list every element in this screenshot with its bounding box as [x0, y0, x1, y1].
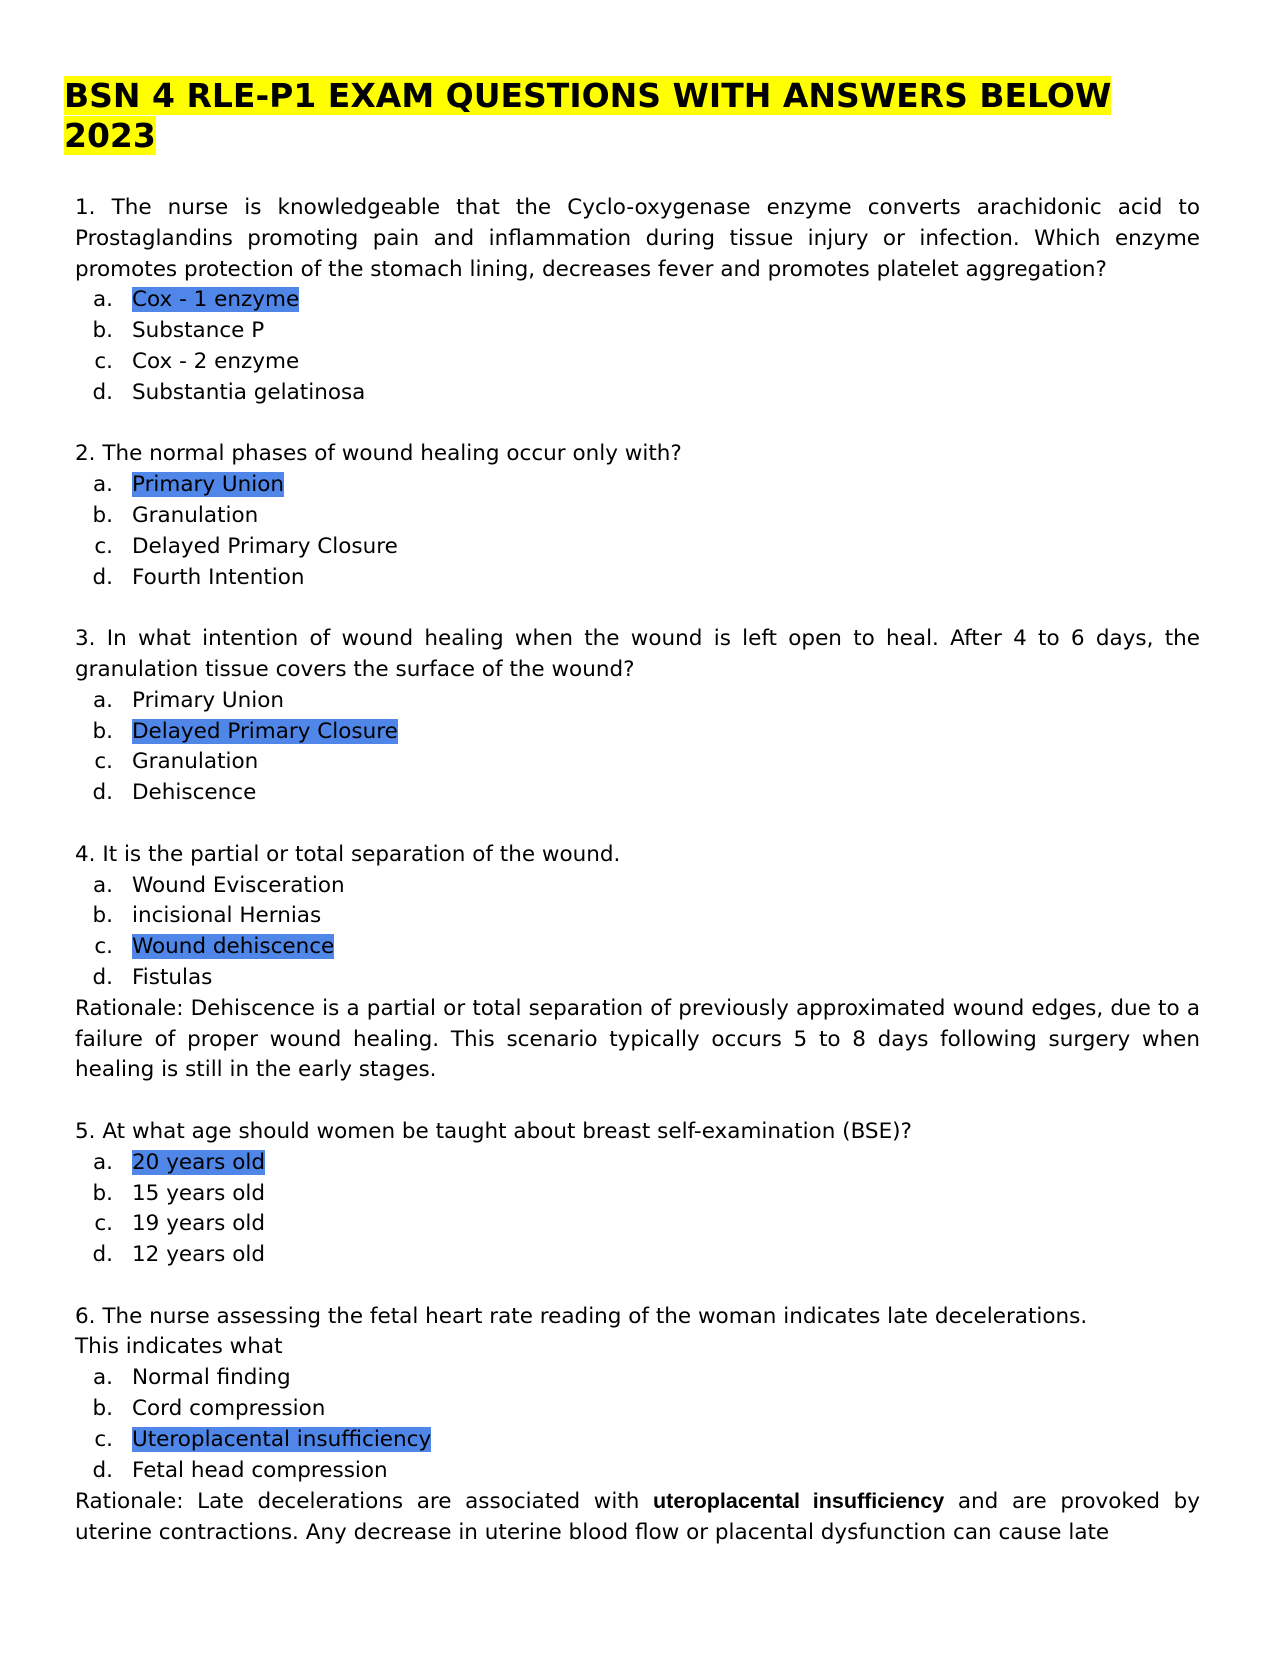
- correct-answer: Uteroplacental insufficiency: [132, 1426, 432, 1452]
- answer-options: [75, 470, 1200, 593]
- rationale: Rationale: Late decelerations are associated with uteroplacental insufficiency and are provoked by uterine contractions. Any decrease in uterine blood flow or placental dysfunction can cause late: [75, 1489, 1200, 1546]
- option-d: d. 12 years old: [92, 1242, 265, 1268]
- option-b: b. Granulation: [92, 502, 259, 528]
- question-2: [75, 439, 1200, 593]
- rationale: Rationale: Dehiscence is a partial or total separation of previously approximated wound edges, due to a failure of proper wound healing. This scenario typically occurs 5 to 8 days following surgery when healing is still in the early stages.: [75, 995, 1200, 1083]
- question-4: [75, 840, 1200, 1086]
- correct-answer: Cox - 1 enzyme: [132, 287, 300, 313]
- answer-options: [75, 1148, 1200, 1271]
- question-stem: 2. The normal phases of wound healing occur only with?: [75, 441, 682, 467]
- option-a: a. Primary Union: [92, 687, 285, 713]
- option-a: a. Primary Union: [92, 472, 285, 498]
- option-c: c. Delayed Primary Closure: [94, 533, 398, 559]
- question-stem-line-1: 6. The nurse assessing the fetal heart rate reading of the woman indicates late decelerations.: [75, 1303, 1088, 1329]
- rationale-emphasis: uteroplacental insufficiency: [653, 1489, 945, 1514]
- option-b: b. Cord compression: [92, 1396, 326, 1422]
- correct-answer: Primary Union: [132, 472, 285, 498]
- option-b: b. incisional Hernias: [92, 903, 322, 929]
- option-a: a. Wound Evisceration: [92, 872, 345, 898]
- option-c: c. Granulation: [94, 749, 259, 775]
- question-stem: 3. In what intention of wound healing when the wound is left open to heal. After 4 to 6 days, the granulation tissue covers the surface of the wound?: [75, 626, 1200, 682]
- question-list: [75, 193, 1200, 1549]
- option-c: c. 19 years old: [94, 1211, 265, 1237]
- option-b: b. Delayed Primary Closure: [92, 718, 398, 744]
- option-d: d. Dehiscence: [92, 780, 257, 806]
- question-1: [75, 193, 1200, 409]
- question-stem-line-2: This indicates what: [75, 1334, 283, 1360]
- option-b: b. Substance P: [92, 318, 265, 344]
- title-highlight: BSN 4 RLE-P1 EXAM QUESTIONS WITH ANSWERS BELOW 2023: [64, 76, 1112, 155]
- option-d: d. Substantia gelatinosa: [92, 379, 366, 405]
- option-b: b. 15 years old: [92, 1180, 265, 1206]
- question-5: [75, 1117, 1200, 1271]
- correct-answer: Delayed Primary Closure: [132, 718, 398, 744]
- correct-answer: Wound dehiscence: [132, 934, 335, 960]
- answer-options: [75, 871, 1200, 994]
- question-3: [75, 624, 1200, 809]
- answer-options: [75, 686, 1200, 809]
- option-d: d. Fourth Intention: [92, 564, 305, 590]
- option-a: a. Normal finding: [92, 1365, 291, 1391]
- question-stem: 4. It is the partial or total separation of the wound.: [75, 841, 621, 867]
- option-a: a. 20 years old: [92, 1149, 265, 1175]
- answer-options: [75, 285, 1200, 408]
- question-6: [75, 1302, 1200, 1549]
- document-title: [64, 76, 1214, 156]
- option-c: c. Wound dehiscence: [94, 934, 335, 960]
- option-d: d. Fistulas: [92, 964, 213, 990]
- answer-options: [75, 1363, 1200, 1486]
- correct-answer: 20 years old: [132, 1149, 265, 1175]
- option-c: c. Cox - 2 enzyme: [94, 348, 300, 374]
- question-stem: 5. At what age should women be taught about breast self-examination (BSE)?: [75, 1118, 912, 1144]
- option-d: d. Fetal head compression: [92, 1457, 388, 1483]
- option-c: c. Uteroplacental insufficiency: [94, 1426, 432, 1452]
- question-stem: 1. The nurse is knowledgeable that the Cyclo-oxygenase enzyme converts arachidonic acid to Prostaglandins promoting pain and inflammation during tissue injury or infection. Which enzyme promotes protection of the stomach lining, decreases fever and promotes platelet aggregation?: [75, 195, 1200, 282]
- option-a: a. Cox - 1 enzyme: [92, 287, 300, 313]
